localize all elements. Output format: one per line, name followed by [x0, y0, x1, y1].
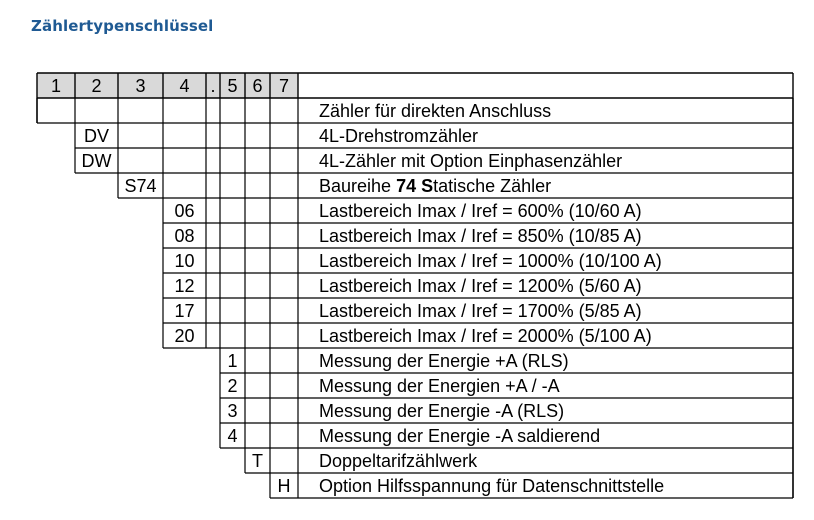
table-row: [220, 348, 793, 373]
row-description: [319, 401, 564, 421]
text-run: Lastbereich Imax / Iref = 1200% (5/60 A): [319, 276, 642, 296]
header-position-6: 6: [252, 76, 263, 96]
row-description: [319, 226, 642, 246]
row-code: 4: [227, 426, 238, 446]
table-row: [220, 398, 793, 423]
header-position-dot: .: [210, 76, 216, 96]
row-description: [319, 376, 560, 396]
row-description: [319, 251, 662, 271]
text-run: Lastbereich Imax / Iref = 1000% (10/100 A): [319, 251, 662, 271]
text-run: Option Hilfsspannung für Datenschnittstelle: [319, 476, 665, 496]
row-description: [319, 301, 642, 321]
row-code: 12: [174, 276, 195, 296]
row-description: [319, 476, 664, 496]
table-row: [163, 198, 793, 223]
table-row: [245, 448, 793, 473]
row-code: 3: [227, 401, 238, 421]
table-row: [75, 148, 793, 173]
row-code: 06: [174, 201, 195, 221]
text-run: Messung der Energien +A / -A: [319, 376, 560, 396]
bold-text-run: S: [421, 176, 434, 196]
text-run: 4L-Drehstromzähler: [319, 126, 479, 146]
text-run: Lastbereich Imax / Iref = 600% (10/60 A): [319, 201, 642, 221]
text-run: Baureihe: [319, 176, 397, 196]
row-description: [319, 201, 642, 221]
row-description: [319, 101, 551, 121]
header-position-1: 1: [50, 76, 62, 96]
header-position-7: 7: [278, 76, 290, 96]
row-code: 08: [174, 226, 195, 246]
header-position-4: 4: [179, 76, 190, 96]
text-run: Zähler für direkten Anschluss: [319, 101, 552, 121]
header-position-3: 3: [135, 76, 146, 96]
text-run: Messung der Energie -A saldierend: [319, 426, 601, 446]
text-run: Messung der Energie -A (RLS): [319, 401, 565, 421]
table-row: [220, 423, 793, 448]
row-description: [319, 276, 642, 296]
row-code: DW: [81, 151, 112, 171]
header-position-2: 2: [91, 76, 102, 96]
table-row: [75, 123, 793, 148]
row-code: T: [252, 451, 263, 471]
row-description: [319, 351, 569, 371]
row-description: [319, 176, 551, 196]
table-row: [163, 273, 793, 298]
row-description: [319, 126, 478, 146]
table-row: [37, 98, 793, 123]
header-position-5: 5: [227, 76, 238, 96]
row-code: 1: [227, 351, 238, 371]
row-description: [319, 426, 600, 446]
table-row: [220, 373, 793, 398]
text-run: Lastbereich Imax / Iref = 1700% (5/85 A): [319, 301, 642, 321]
text-run: 4L-Zähler mit Option Einphasenzähler: [319, 151, 623, 171]
row-code: 17: [174, 301, 195, 321]
row-code: 2: [227, 376, 238, 396]
row-description: [319, 451, 478, 471]
table-row: [163, 298, 793, 323]
table-row: [118, 173, 793, 198]
row-code: DV: [83, 126, 110, 146]
text-run: Doppeltarifzählwerk: [319, 451, 478, 471]
text-run: Messung der Energie +A (RLS): [319, 351, 569, 371]
row-code: S74: [124, 176, 157, 196]
row-description: [319, 326, 652, 346]
table-row: [163, 248, 793, 273]
text-run: tatische Zähler: [433, 176, 552, 196]
row-code: 10: [174, 251, 195, 271]
bold-text-run: 74: [396, 176, 417, 196]
table-row: [163, 323, 793, 348]
table-row: [270, 473, 793, 498]
table-row: [163, 223, 793, 248]
text-run: Lastbereich Imax / Iref = 850% (10/85 A): [319, 226, 642, 246]
row-code: 20: [174, 326, 195, 346]
page-title: Zählertypenschlüssel: [31, 17, 214, 35]
text-run: Lastbereich Imax / Iref = 2000% (5/100 A): [319, 326, 652, 346]
row-code: H: [277, 476, 291, 496]
row-description: [319, 151, 622, 171]
